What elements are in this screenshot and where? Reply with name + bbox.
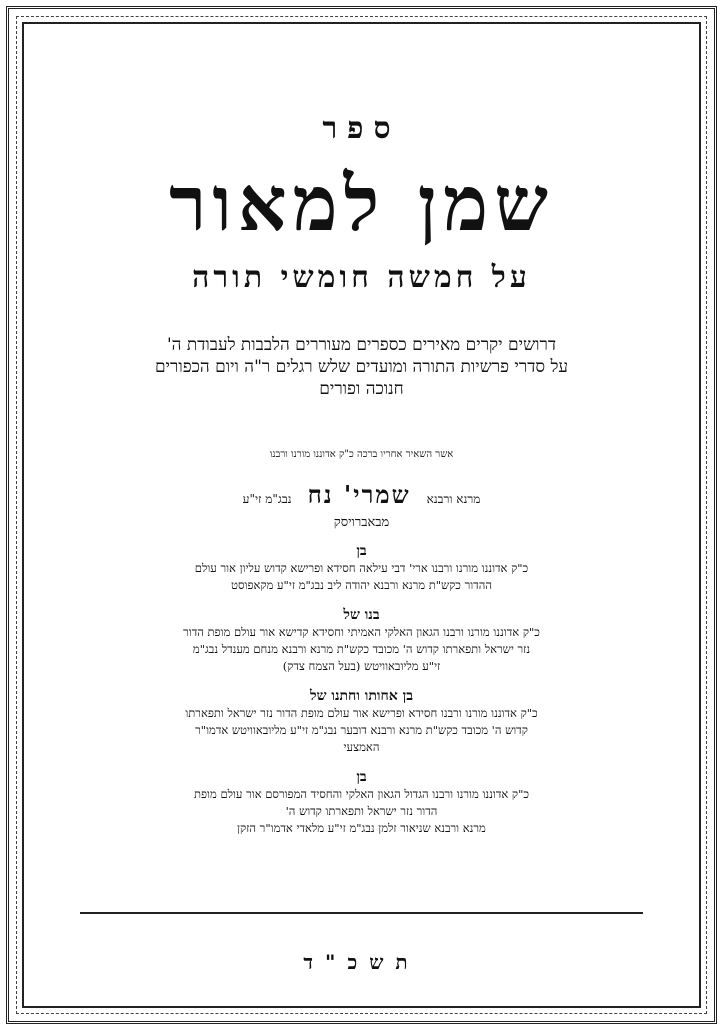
section-line: נזר ישראל ותפארתו קדוש ה' מכובד כקש"ת מרנא ורבנא מנחם מענדל נבג"מ xyxy=(192,642,531,656)
author-suffix: נבג"מ זי"ע xyxy=(242,492,292,506)
description-line: דרושים יקרים מאירים כספרים מעוררים הלבבות לעבודת ה' xyxy=(167,335,556,355)
sefer-label: ספר xyxy=(322,111,401,146)
section-line: קדוש ה' מכובד כקש"ת מרנא ורבנא דובער נבג"מ זי"ע מליובאוויטש אדמו"ר xyxy=(195,723,528,737)
lineage-section xyxy=(40,542,683,594)
section-line: זי"ע מליובאוויטש (בעל הצמח צדק) xyxy=(282,659,441,673)
author-line xyxy=(40,480,683,510)
author-name: שמרי' נח xyxy=(307,480,411,509)
section-heading: בן xyxy=(356,543,367,559)
description-line: על סדרי פרשיות התורה ומועדים שלש רגלים ר"ה ויום הכפורים xyxy=(154,357,569,377)
section-line: הדור נזר ישראל ותפארתו קדוש ה' xyxy=(285,804,438,818)
section-line: ההדור כקש"ת מרנא ורבנא יהודה ליב נבג"מ זי"ע מקאפוסט xyxy=(231,578,492,592)
section-heading: בנו של xyxy=(343,607,380,623)
lineage-section xyxy=(40,606,683,675)
section-line: האמצעי xyxy=(343,740,380,754)
section-line: כ"ק אדוננו מורנו ורבנו ארי' דבי עילאה חסידא ופרישא קדוש עליון אור עולם xyxy=(194,561,529,575)
section-line: כ"ק אדוננו מורנו ורבנו חסידא ופרישא אור עולם מופת הדור נזר ישראל ותפארתו xyxy=(185,706,538,720)
section-heading: בן אחותו וחתנו של xyxy=(310,688,413,704)
section-line: מרנא ורבנא שניאור זלמן נבג"מ זי"ע מלאדי אדמו"ר הזקן xyxy=(237,821,486,835)
section-line: כ"ק אדוננו מורנו ורבנו הגאון האלקי האמיתי וחסידא קדישא אור עולם מופת הדור xyxy=(183,625,540,639)
section-line: כ"ק אדוננו מורנו ורבנו הגדול הגאון האלקי והחסיד המפורסם אור עולם מופת xyxy=(193,787,529,801)
divider-rule xyxy=(80,912,643,914)
description-line: חנוכה ופורים xyxy=(319,379,404,399)
section-heading: בן xyxy=(356,769,367,785)
book-subtitle: על חמשה חומשי תורה xyxy=(192,260,531,295)
lineage-section xyxy=(40,687,683,756)
title-page-content xyxy=(40,110,683,990)
publication-year: תשכ"ד xyxy=(303,950,420,974)
asher-line: אשר השאיר אחריו ברכה כ"ק אדוננו מורנו ורבנו xyxy=(269,449,454,460)
lineage-section xyxy=(40,768,683,837)
author-prefix: מרנא ורבנא xyxy=(426,492,481,506)
book-title: שמן למאור xyxy=(169,159,554,248)
author-city: מבאברויסק xyxy=(333,515,390,530)
description xyxy=(40,334,683,400)
